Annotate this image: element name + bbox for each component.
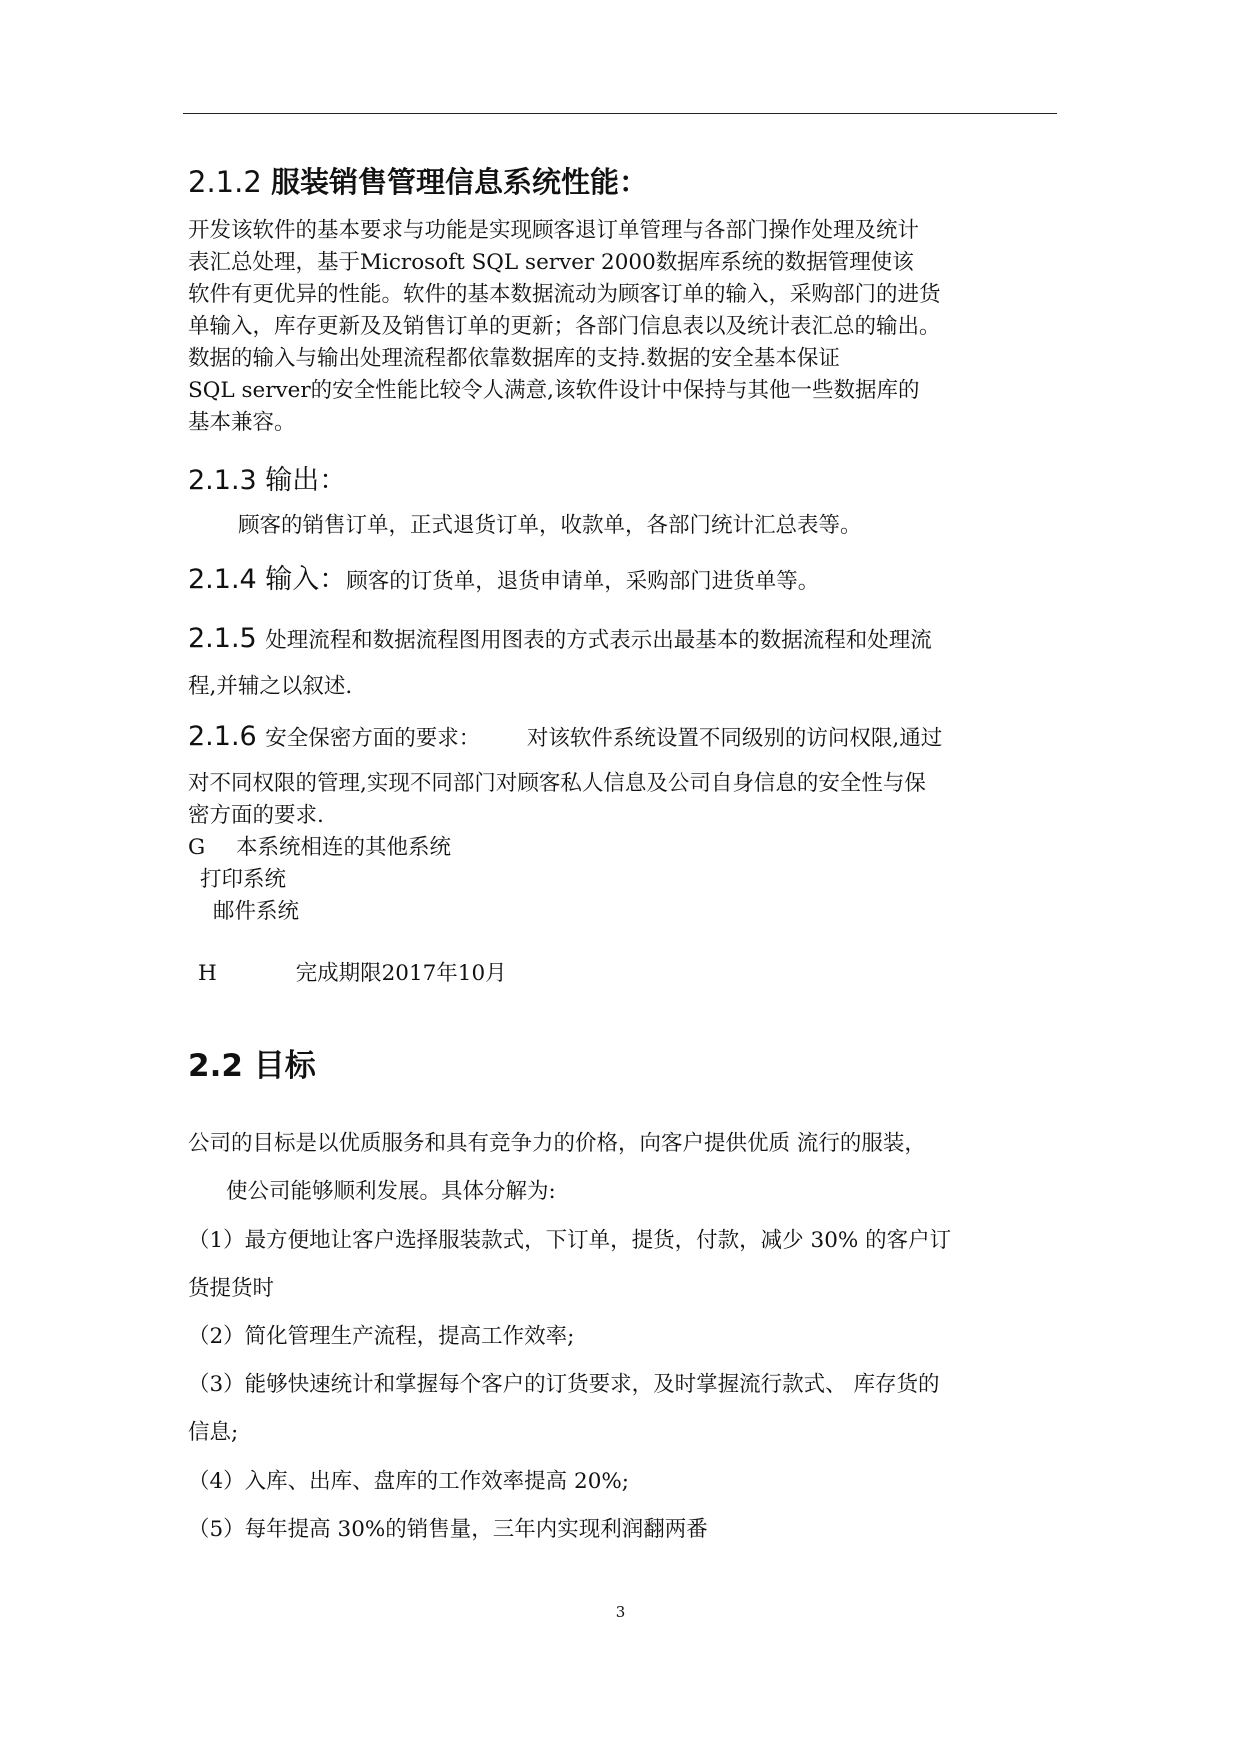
section-2-1-5-continuation: 程,并辅之以叙述. [188,674,353,699]
section-2-1-3-heading [188,458,1058,497]
goal-item: （1）最方便地让客户选择服装款式，下订单，提货，付款，减少 30% 的客户订 [188,1228,952,1253]
paragraph-line: 数据的输入与输出处理流程都依靠数据库的支持.数据的安全基本保证 [188,346,840,371]
section-number: 2.1.6 [188,721,257,752]
section-title: 本系统相连的其他系统 [236,835,452,860]
goal-item: （2）简化管理生产流程，提高工作效率; [188,1324,575,1349]
goal-item-continuation: 信息; [188,1420,239,1445]
section-number: 2.1.2 [188,165,262,199]
paragraph-line: 软件有更优异的性能。软件的基本数据流动为顾客订单的输入，采购部门的进货 [188,282,941,307]
section-2-1-2-paragraph [188,215,1058,439]
paragraph-line: 表汇总处理，基于Microsoft SQL server 2000数据库系统的数据管理使该 [188,250,914,275]
paragraph-line: SQL server的安全性能比较令人满意,该软件设计中保持与其他一些数据库的 [188,378,920,403]
section-2-1-5-heading [188,623,1058,654]
goal-line: 公司的目标是以优质服务和具有竞争力的价格，向客户提供优质 流行的服装， [188,1131,926,1156]
goal-item: （4）入库、出库、盘库的工作效率提高 20%; [188,1469,630,1494]
section-body: 顾客的订货单，退货申请单，采购部门进货单等。 [346,569,820,594]
page-number: 3 [615,1603,626,1621]
section-2-1-4-heading [188,557,1058,596]
goal-item: （3）能够快速统计和掌握每个客户的订货要求，及时掌握流行款式、 库存货的 [188,1372,940,1397]
paragraph-line: 密方面的要求. [188,803,324,828]
section-2-1-6-heading [188,721,1058,752]
section-2-1-6-paragraph [188,768,1058,832]
goal-item: （5）每年提高 30%的销售量，三年内实现利润翻两番 [188,1517,708,1542]
deadline-text: 完成期限2017年10月 [295,961,507,986]
list-item: 邮件系统 [213,899,300,924]
section-2-2-heading: 2.2 目标 [188,1048,316,1084]
section-number: 2.1.3 [188,465,257,496]
section-number: 2.1.4 [188,564,257,595]
section-body-line: 处理流程和数据流程图用图表的方式表示出最基本的数据流程和处理流 [265,628,932,653]
paragraph-line: 对不同权限的管理,实现不同部门对顾客私人信息及公司自身信息的安全性与保 [188,771,926,796]
section-title: 输出： [265,465,347,496]
goal-item-continuation: 货提货时 [188,1276,275,1301]
section-letter: G [188,835,206,860]
section-2-1-3-body: 顾客的销售订单，正式退货订单，收款单，各部门统计汇总表等。 [238,513,862,538]
section-number: 2.1.5 [188,623,257,654]
section-body-line: 对该软件系统设置不同级别的访问权限,通过 [526,726,943,751]
section-title: 服装销售管理信息系统性能： [271,165,649,199]
list-item: 打印系统 [200,867,287,892]
header-rule [183,113,1057,114]
section-label: 安全保密方面的要求： [265,726,481,751]
section-g-heading [188,832,1058,864]
section-title: 输入： [265,564,347,595]
section-h [198,958,1068,990]
section-2-1-2-heading [188,160,1058,201]
paragraph-line: 单输入，库存更新及及销售订单的更新；各部门信息表以及统计表汇总的输出。 [188,314,941,339]
paragraph-line: 开发该软件的基本要求与功能是实现顾客退订单管理与各部门操作处理及统计 [188,218,920,243]
section-letter: H [198,961,217,986]
goal-line: 使公司能够顺利发展。具体分解为: [226,1179,556,1204]
paragraph-line: 基本兼容。 [188,410,296,435]
